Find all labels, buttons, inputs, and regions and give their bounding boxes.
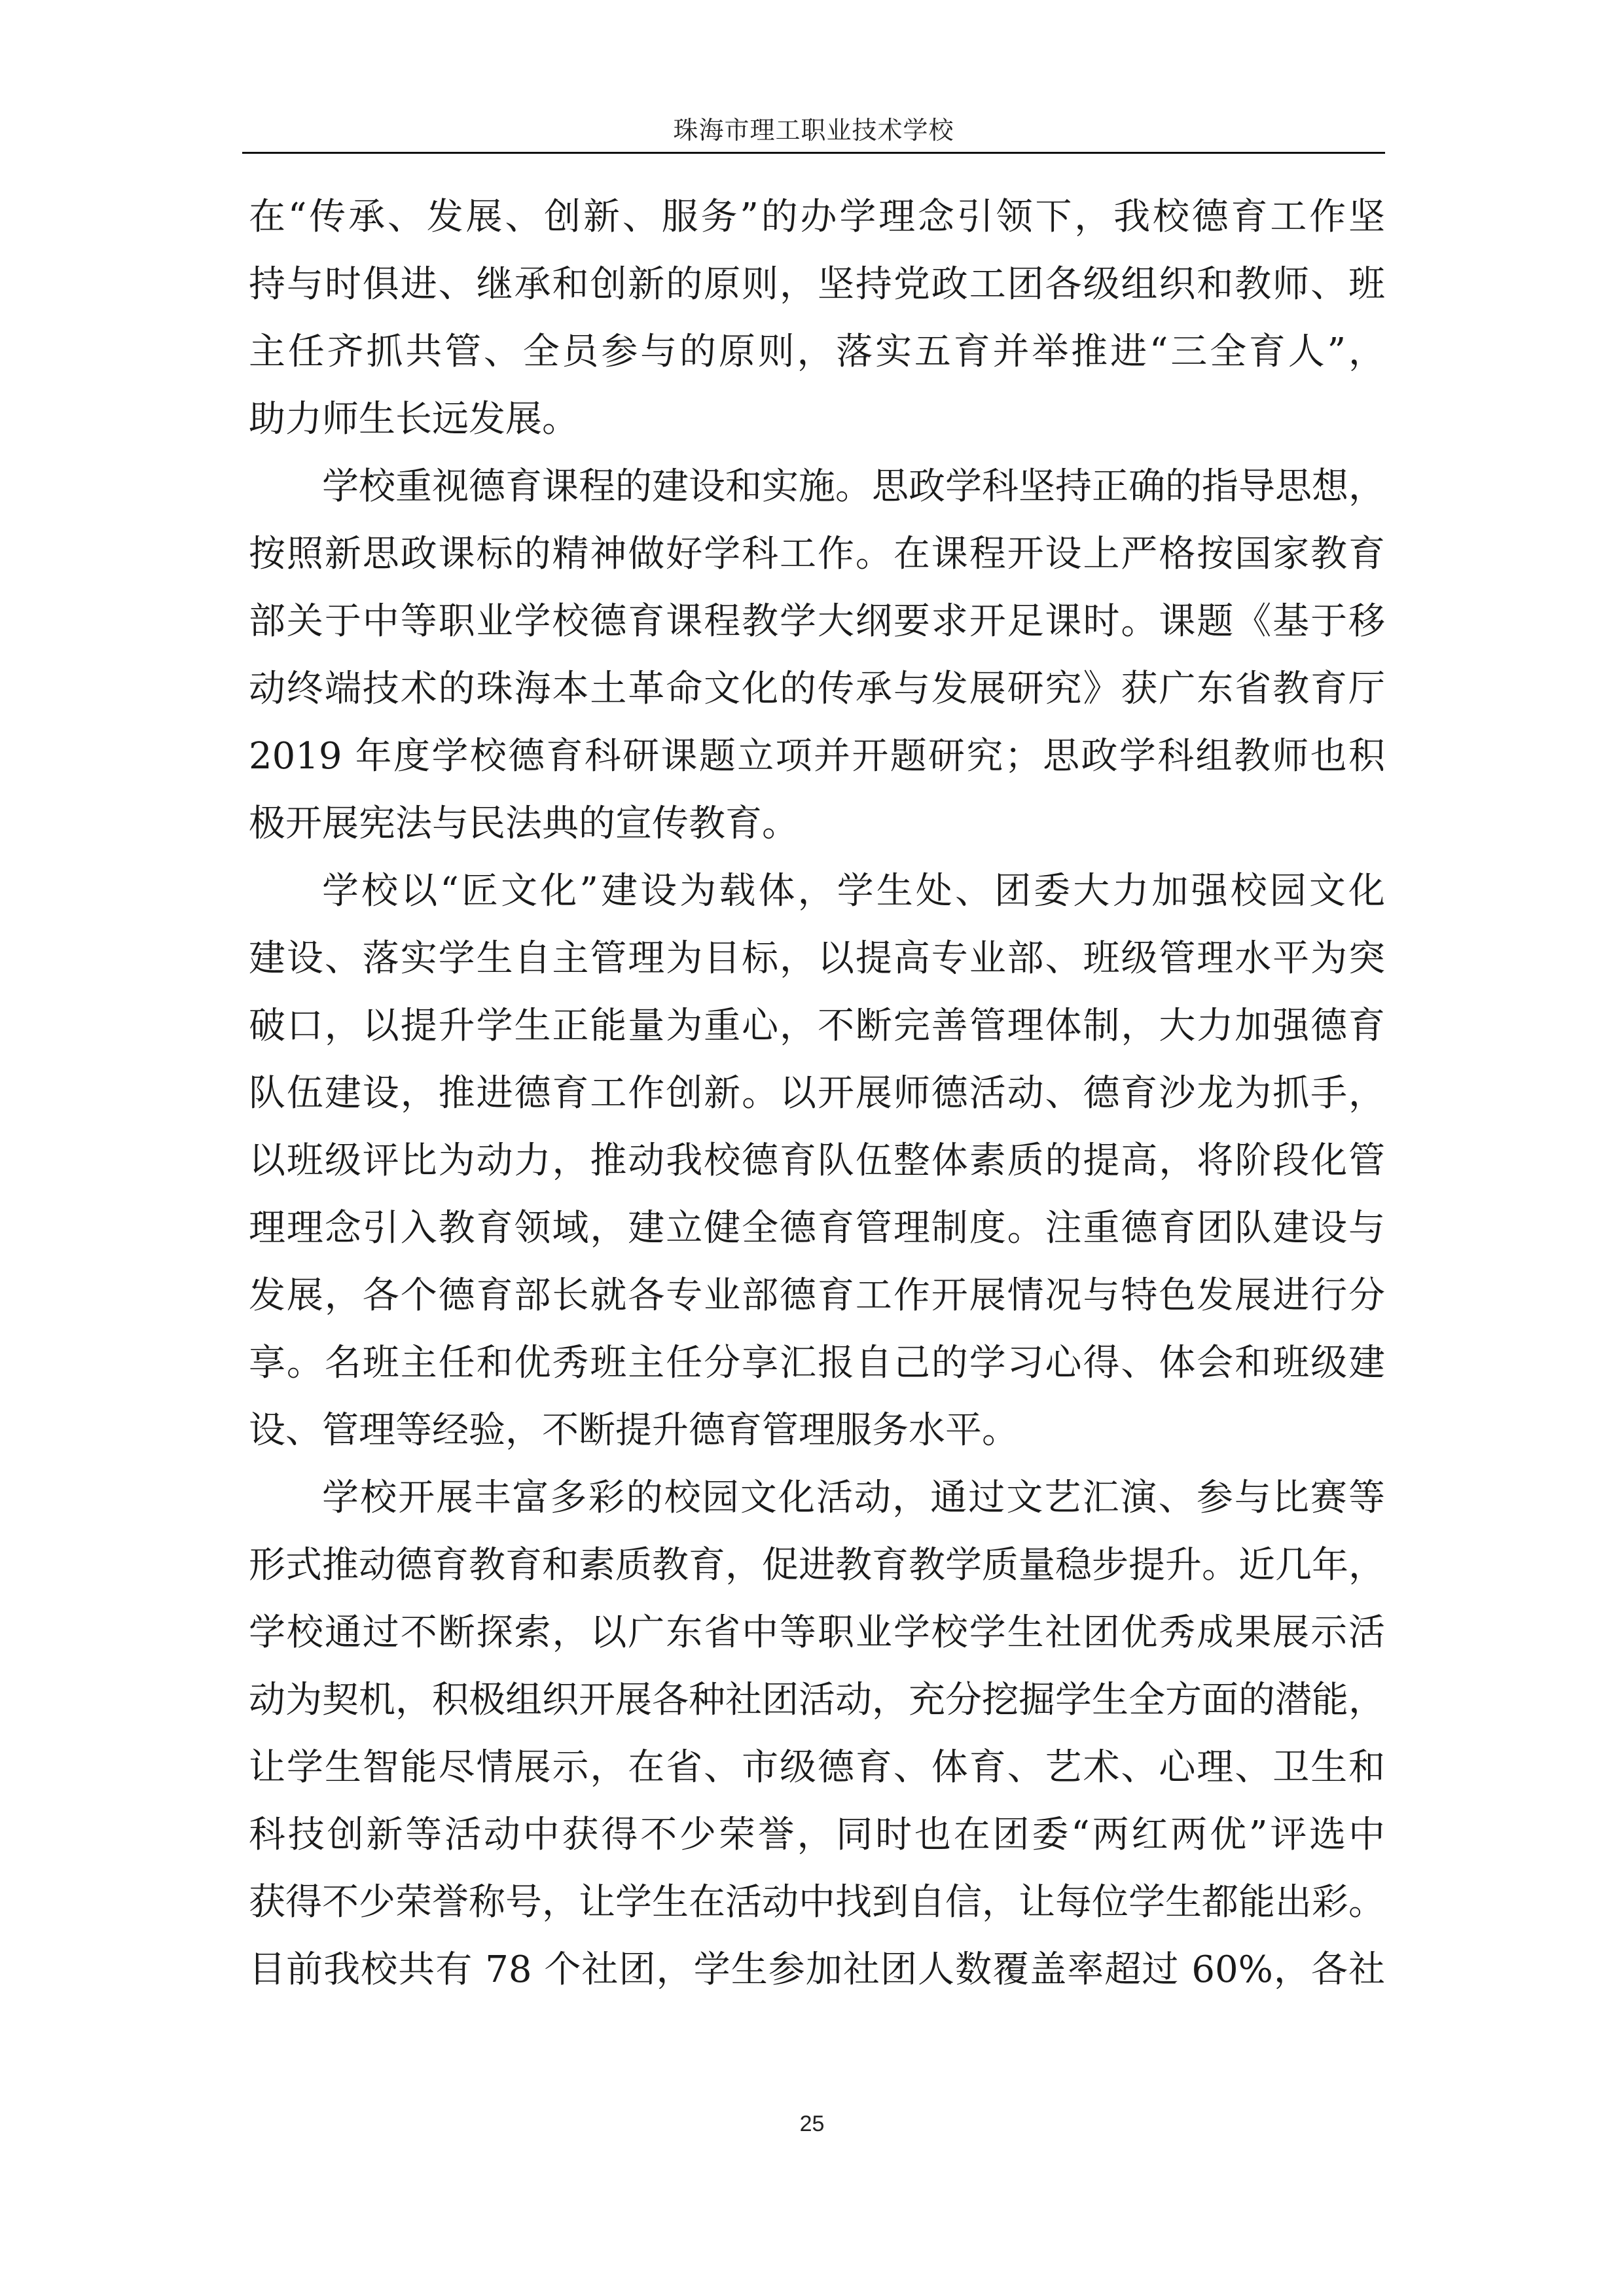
text-line: 按照新思政课标的精神做好学科工作。在课程开设上严格按国家教育	[249, 533, 1385, 575]
text-line: 极开展宪法与民法典的宣传教育。	[249, 802, 799, 845]
text-line: 学校重视德育课程的建设和实施。思政学科坚持正确的指导思想，	[322, 465, 1385, 508]
text-line: 部关于中等职业学校德育课程教学大纲要求开足课时。课题《基于移	[249, 600, 1385, 643]
document-body	[249, 183, 1385, 2003]
paragraph-2	[249, 453, 1385, 857]
paragraph-4	[249, 1464, 1385, 2003]
text-line: 建设、落实学生自主管理为目标，以提高专业部、班级管理水平为突	[249, 937, 1385, 980]
text-line: 动为契机，积极组织开展各种社团活动，充分挖掘学生全方面的潜能，	[249, 1679, 1385, 1721]
text-line: 科技创新等活动中获得不少荣誉，同时也在团委“两红两优”评选中	[249, 1814, 1385, 1856]
text-line: 理理念引入教育领域，建立健全德育管理制度。注重德育团队建设与	[249, 1207, 1385, 1249]
page-header-title: 珠海市理工职业技术学校	[673, 116, 954, 145]
paragraph-3	[249, 857, 1385, 1464]
text-line: 获得不少荣誉称号，让学生在活动中找到自信，让每位学生都能出彩。	[249, 1881, 1385, 1924]
text-line: 动终端技术的珠海本土革命文化的传承与发展研究》获广东省教育厅	[249, 668, 1385, 710]
text-line: 以班级评比为动力，推动我校德育队伍整体素质的提高，将阶段化管	[249, 1139, 1385, 1182]
text-line: 在“传承、发展、创新、服务”的办学理念引领下，我校德育工作坚	[249, 196, 1385, 238]
text-line: 2019 年度学校德育科研课题立项并开题研究；思政学科组教师也积	[249, 735, 1385, 778]
text-line: 发展，各个德育部长就各专业部德育工作开展情况与特色发展进行分	[249, 1274, 1385, 1317]
text-line: 助力师生长远发展。	[249, 398, 579, 440]
page-number: 25	[799, 2111, 825, 2136]
text-line: 队伍建设，推进德育工作创新。以开展师德活动、德育沙龙为抓手，	[249, 1072, 1385, 1115]
text-line: 设、管理等经验，不断提升德育管理服务水平。	[249, 1409, 1019, 1452]
text-line: 目前我校共有 78 个社团，学生参加社团人数覆盖率超过 60%，各社	[249, 1948, 1385, 1991]
text-line: 学校以“匠文化”建设为载体，学生处、团委大力加强校园文化	[322, 870, 1385, 912]
text-line: 持与时俱进、继承和创新的原则，坚持党政工团各级组织和教师、班	[249, 263, 1385, 306]
text-line: 学校通过不断探索，以广东省中等职业学校学生社团优秀成果展示活	[249, 1611, 1385, 1654]
paragraph-1	[249, 183, 1385, 453]
text-line: 破口，以提升学生正能量为重心，不断完善管理体制，大力加强德育	[249, 1005, 1385, 1047]
text-line: 让学生智能尽情展示，在省、市级德育、体育、艺术、心理、卫生和	[249, 1746, 1385, 1789]
text-line: 主任齐抓共管、全员参与的原则，落实五育并举推进“三全育人”，	[249, 331, 1385, 373]
text-line: 享。名班主任和优秀班主任分享汇报自己的学习心得、体会和班级建	[249, 1342, 1385, 1384]
text-line: 学校开展丰富多彩的校园文化活动，通过文艺汇演、参与比赛等	[322, 1477, 1385, 1519]
header-divider	[242, 152, 1385, 154]
text-line: 形式推动德育教育和素质教育，促进教育教学质量稳步提升。近几年，	[249, 1544, 1385, 1587]
